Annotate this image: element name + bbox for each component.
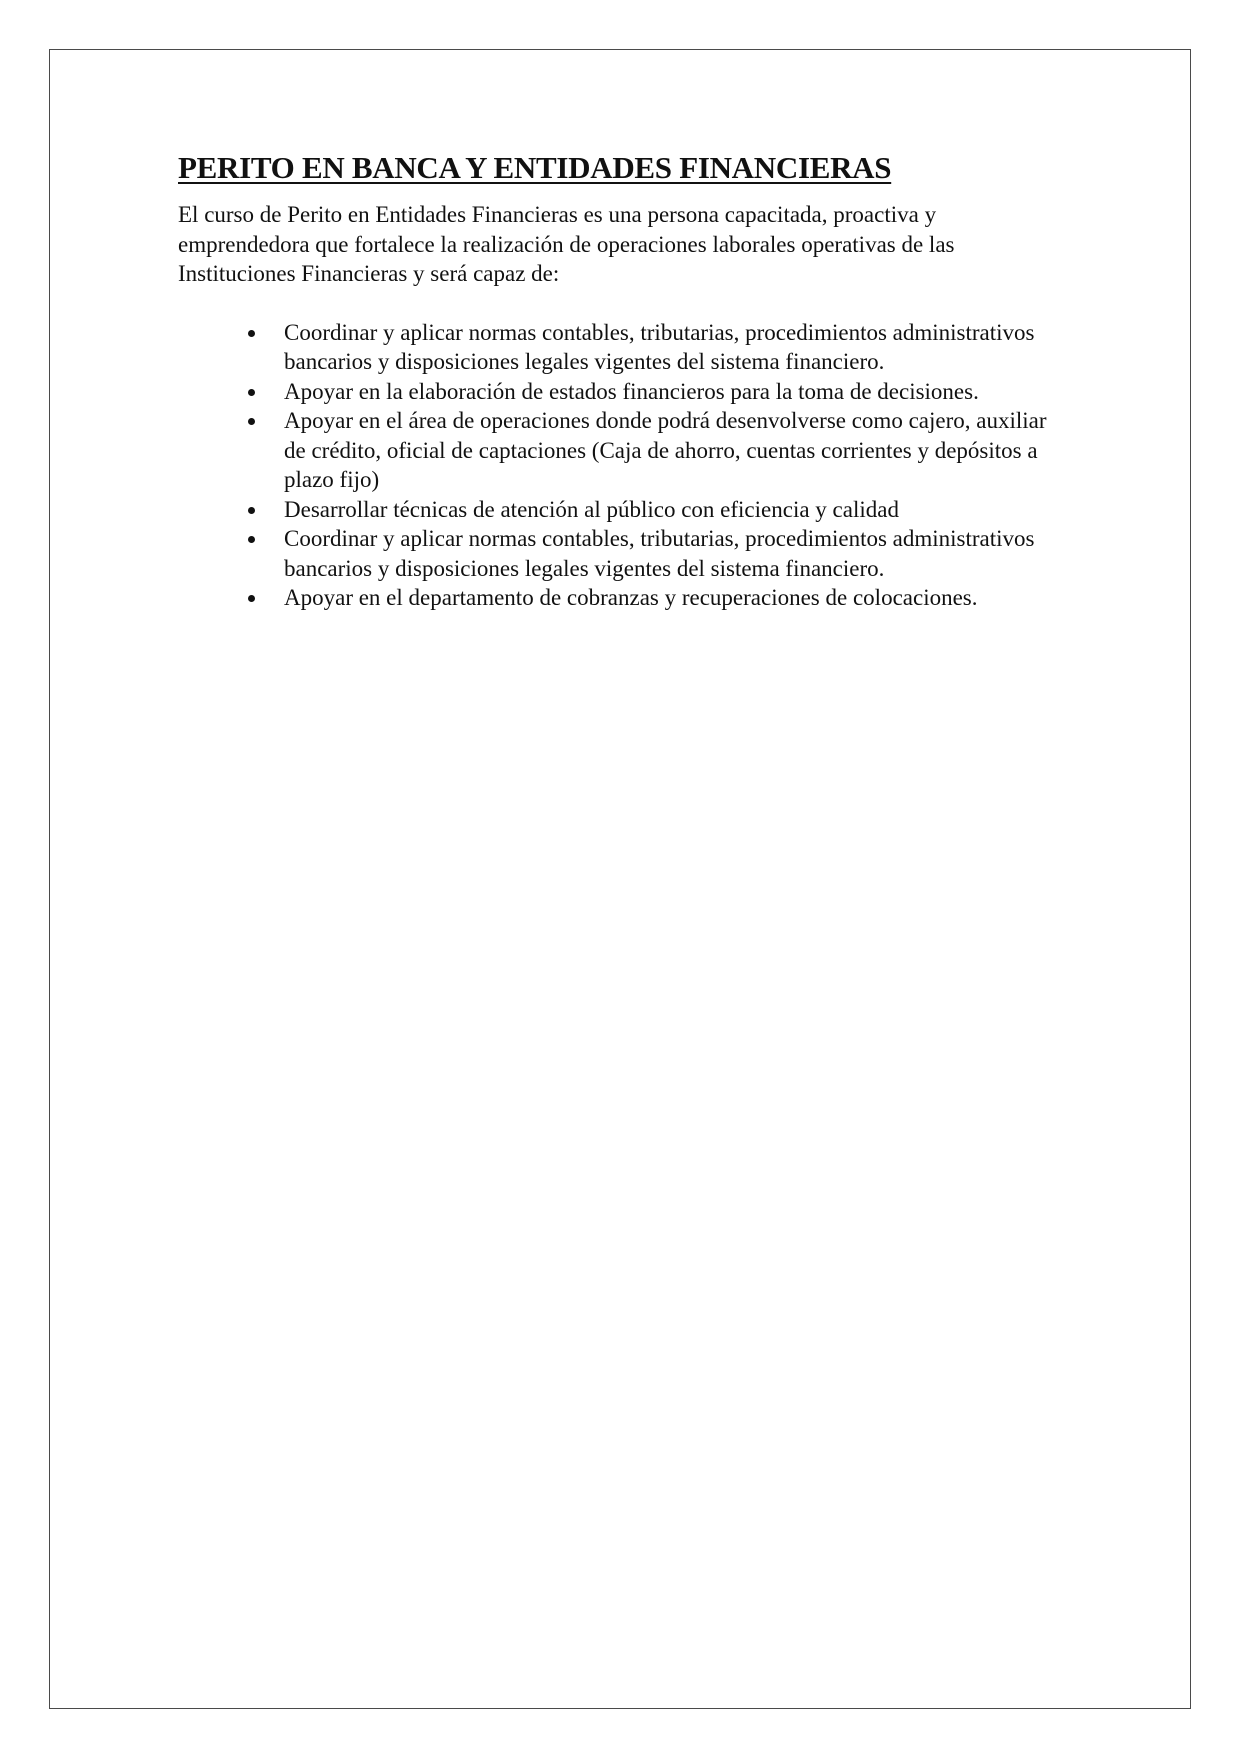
bullet-icon (248, 389, 255, 396)
document-title: PERITO EN BANCA Y ENTIDADES FINANCIERAS (178, 150, 892, 185)
list-item-text: Coordinar y aplicar normas contables, tributarias, procedimientos administrativos bancarios y disposiciones legales vigentes del sistema financiero. (284, 526, 1035, 581)
list-item-text: Apoyar en la elaboración de estados financieros para la toma de decisiones. (284, 378, 979, 404)
list-item-text: Desarrollar técnicas de atención al público con eficiencia y calidad (284, 496, 899, 522)
bullet-icon (248, 507, 255, 514)
list-item (284, 583, 1068, 613)
list-item (284, 406, 1068, 495)
bullet-icon (248, 418, 255, 425)
list-item (284, 377, 1068, 407)
bullet-icon (248, 536, 255, 543)
list-item-text: Coordinar y aplicar normas contables, tributarias, procedimientos administrativos bancarios y disposiciones legales vigentes del sistema financiero. (284, 319, 1035, 374)
list-item (284, 318, 1068, 377)
list-item (284, 524, 1068, 583)
list-item-text: Apoyar en el área de operaciones donde podrá desenvolverse como cajero, auxiliar de crédito, oficial de captaciones (Caja de ahorro, cuentas corrientes y depósitos a plazo fijo) (284, 408, 1047, 492)
intro-paragraph: El curso de Perito en Entidades Financieras es una persona capacitada, proactiva y emprendedora que fortalece la realización de operaciones laborales operativas de las Instituciones Financieras y será capaz de: (178, 202, 955, 286)
list-item (284, 495, 1068, 525)
bullet-icon (248, 595, 255, 602)
bullet-icon (248, 330, 255, 337)
list-item-text: Apoyar en el departamento de cobranzas y recuperaciones de colocaciones. (284, 585, 978, 610)
bullet-list (178, 318, 1068, 613)
document-body (178, 148, 1068, 613)
